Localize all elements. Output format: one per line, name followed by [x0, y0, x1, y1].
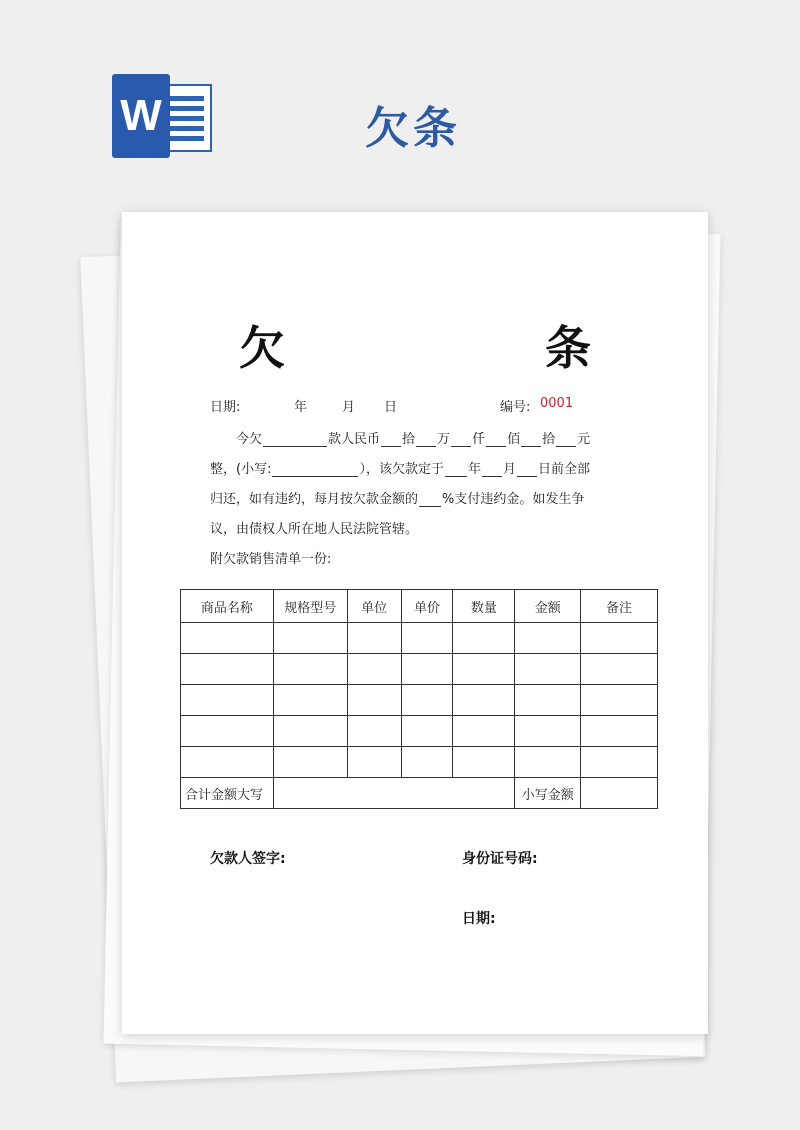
header-title: 欠条 — [365, 103, 461, 154]
id-number-label: 身份证号码: — [462, 851, 538, 867]
header-amount: 金额 — [515, 590, 581, 623]
table-header-row — [181, 590, 658, 623]
paragraph-line-2: 整，(小写: ），该欠款定于 年 月 日前全部 — [210, 462, 591, 477]
header-quantity: 数量 — [453, 590, 515, 623]
table-row — [181, 685, 658, 716]
table-row — [181, 747, 658, 778]
table-row — [181, 716, 658, 747]
paragraph-line-5: 附欠款销售清单一份: — [210, 552, 332, 567]
day-label: 日 — [384, 400, 398, 415]
paragraph-line-3: 归还，如有违约，每月按欠款金额的 %支付违约金。如发生争 — [210, 492, 585, 507]
sales-list-table — [180, 589, 658, 809]
date-row — [210, 396, 630, 415]
month-label: 月 — [342, 400, 356, 415]
header-unit: 单位 — [347, 590, 401, 623]
debtor-signature-label: 欠款人签字: — [210, 851, 286, 867]
date-label: 日期: — [210, 400, 241, 415]
header-product-name: 商品名称 — [181, 590, 274, 623]
serial-label: 编号: — [500, 400, 531, 415]
paragraph-line-4: 议，由债权人所在地人民法院管辖。 — [210, 522, 419, 537]
document-page — [122, 212, 708, 1034]
total-uppercase-label: 合计金额大写 — [181, 778, 274, 809]
table-row — [181, 654, 658, 685]
serial-value: 0001 — [540, 396, 574, 411]
total-lowercase-label: 小写金额 — [515, 778, 581, 809]
total-uppercase-value[interactable] — [273, 778, 514, 809]
word-letter-tile: W — [112, 74, 170, 158]
header-unit-price: 单价 — [401, 590, 453, 623]
sign-date-label: 日期: — [462, 911, 496, 927]
header-spec-model: 规格型号 — [273, 590, 347, 623]
word-document-icon — [112, 74, 214, 158]
table-total-row — [181, 778, 658, 809]
table-row — [181, 623, 658, 654]
document-title: 欠 条 — [239, 321, 647, 375]
header-remarks: 备注 — [581, 590, 658, 623]
year-label: 年 — [294, 400, 308, 415]
total-lowercase-value[interactable] — [581, 778, 658, 809]
paragraph-line-1: 今欠 款人民币 拾 万 仟 佰 拾 元 — [236, 432, 591, 447]
